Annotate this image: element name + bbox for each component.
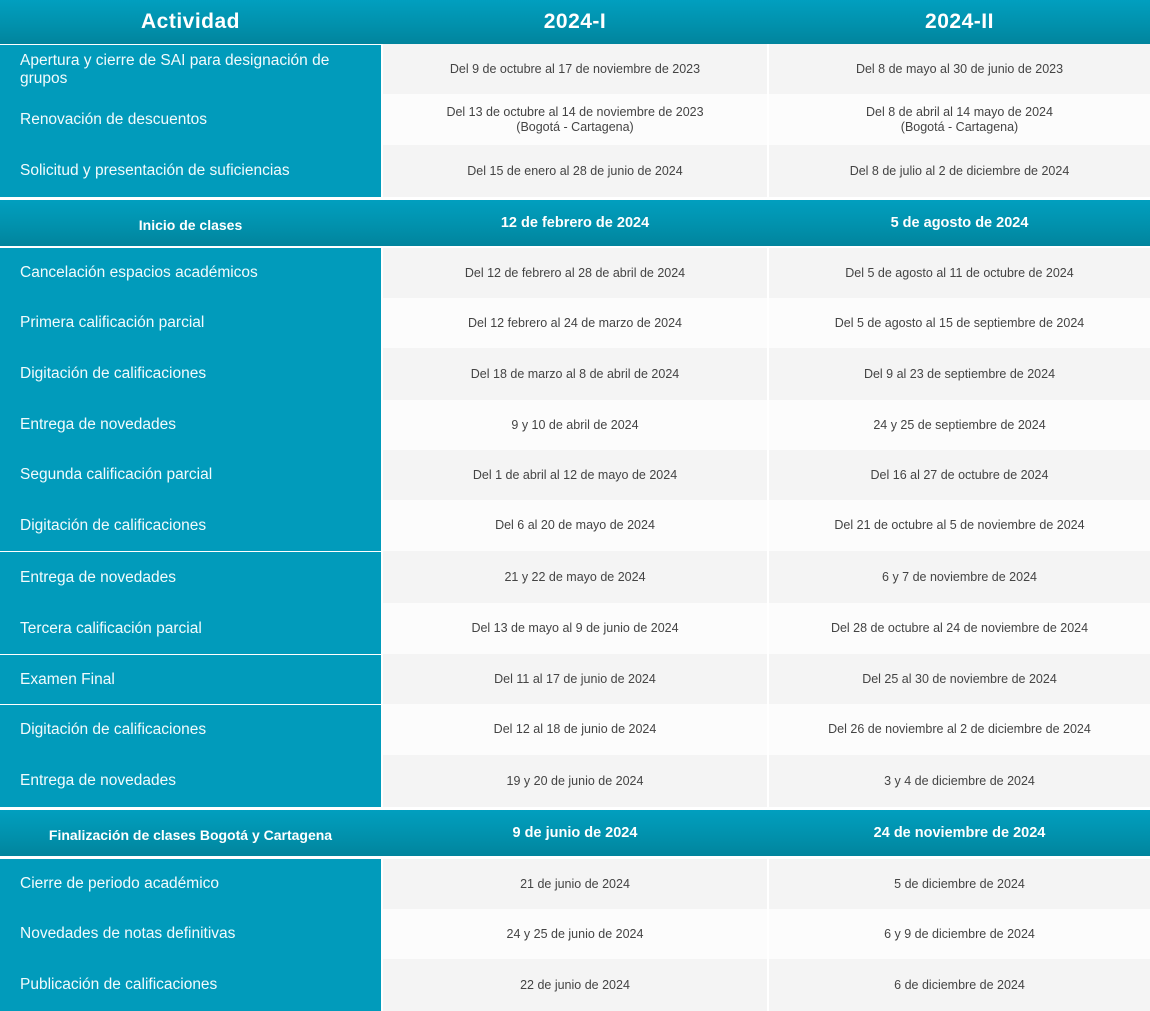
activity-label: Cancelación espacios académicos bbox=[0, 248, 381, 298]
period1-value bbox=[383, 94, 767, 145]
table-row bbox=[0, 298, 1150, 348]
table-row bbox=[0, 654, 1150, 704]
activity-label: Entrega de novedades bbox=[0, 755, 381, 807]
activity-label: Examen Final bbox=[0, 654, 381, 704]
period1-date: Del 13 de octubre al 14 de noviembre de 2023 bbox=[446, 104, 704, 119]
section-header-finalizacion bbox=[0, 810, 1150, 856]
table-row bbox=[0, 859, 1150, 909]
activity-label: Novedades de notas definitivas bbox=[0, 909, 381, 959]
period1-value: 21 y 22 de mayo de 2024 bbox=[383, 551, 767, 603]
section-activity: Inicio de clases bbox=[138, 217, 243, 233]
table-row bbox=[0, 145, 1150, 197]
table-row bbox=[0, 704, 1150, 755]
table-row bbox=[0, 755, 1150, 807]
period1-value: Del 18 de marzo al 8 de abril de 2024 bbox=[383, 348, 767, 400]
period2-date: Del 8 de abril al 14 mayo de 2024 bbox=[866, 104, 1053, 119]
table-row bbox=[0, 348, 1150, 400]
period2-value: Del 5 de agosto al 15 de septiembre de 2024 bbox=[769, 298, 1150, 348]
period2-value bbox=[769, 94, 1150, 145]
activity-label: Publicación de calificaciones bbox=[0, 959, 381, 1011]
period1-value: Del 12 febrero al 24 de marzo de 2024 bbox=[383, 298, 767, 348]
period1-value: Del 12 al 18 de junio de 2024 bbox=[383, 704, 767, 755]
activity-label: Solicitud y presentación de suficiencias bbox=[0, 145, 381, 197]
period1-value: 9 y 10 de abril de 2024 bbox=[383, 400, 767, 450]
activity-label: Segunda calificación parcial bbox=[0, 450, 381, 500]
period1-value: Del 11 al 17 de junio de 2024 bbox=[383, 654, 767, 704]
period2-value: 6 y 9 de diciembre de 2024 bbox=[769, 909, 1150, 959]
activity-label: Cierre de periodo académico bbox=[0, 859, 381, 909]
period1-value: Del 13 de mayo al 9 de junio de 2024 bbox=[383, 603, 767, 654]
period1-value: 19 y 20 de junio de 2024 bbox=[383, 755, 767, 807]
table-row bbox=[0, 94, 1150, 145]
period2-value: Del 8 de mayo al 30 de junio de 2023 bbox=[769, 44, 1150, 94]
period2-value: Del 25 al 30 de noviembre de 2024 bbox=[769, 654, 1150, 704]
section-activity: Finalización de clases Bogotá y Cartagena bbox=[48, 827, 333, 843]
period2-value: Del 5 de agosto al 11 de octubre de 2024 bbox=[769, 248, 1150, 298]
section-period2: 5 de agosto de 2024 bbox=[890, 215, 1029, 231]
period2-value: Del 21 de octubre al 5 de noviembre de 2024 bbox=[769, 500, 1150, 551]
period2-value: Del 16 al 27 de octubre de 2024 bbox=[769, 450, 1150, 500]
section-period2: 24 de noviembre de 2024 bbox=[873, 825, 1046, 841]
table-header bbox=[0, 0, 1150, 44]
period1-value: Del 6 al 20 de mayo de 2024 bbox=[383, 500, 767, 551]
period1-note: (Bogotá - Cartagena) bbox=[516, 119, 634, 134]
table-row bbox=[0, 44, 1150, 94]
period2-value: Del 28 de octubre al 24 de noviembre de 2024 bbox=[769, 603, 1150, 654]
activity-label: Renovación de descuentos bbox=[0, 94, 381, 145]
activity-label: Tercera calificación parcial bbox=[0, 603, 381, 654]
table-row bbox=[0, 603, 1150, 654]
period1-value: Del 12 de febrero al 28 de abril de 2024 bbox=[383, 248, 767, 298]
table-row bbox=[0, 450, 1150, 500]
header-period-2024-II: 2024-II bbox=[925, 10, 994, 33]
table-row bbox=[0, 959, 1150, 1011]
period1-value: 21 de junio de 2024 bbox=[383, 859, 767, 909]
header-period-2024-I: 2024-I bbox=[543, 10, 607, 33]
table-row bbox=[0, 551, 1150, 603]
activity-label: Entrega de novedades bbox=[0, 551, 381, 603]
table-row bbox=[0, 500, 1150, 551]
period2-value: 5 de diciembre de 2024 bbox=[769, 859, 1150, 909]
period2-value: 6 de diciembre de 2024 bbox=[769, 959, 1150, 1011]
period1-value: Del 1 de abril al 12 de mayo de 2024 bbox=[383, 450, 767, 500]
period2-value: Del 9 al 23 de septiembre de 2024 bbox=[769, 348, 1150, 400]
period1-value: 24 y 25 de junio de 2024 bbox=[383, 909, 767, 959]
activity-label: Apertura y cierre de SAI para designación de grupos bbox=[0, 44, 381, 94]
activity-label: Primera calificación parcial bbox=[0, 298, 381, 348]
section-header-inicio bbox=[0, 200, 1150, 246]
activity-label: Entrega de novedades bbox=[0, 400, 381, 450]
section-period1: 9 de junio de 2024 bbox=[512, 825, 638, 841]
period2-value: Del 26 de noviembre al 2 de diciembre de 2024 bbox=[769, 704, 1150, 755]
header-activity: Actividad bbox=[140, 10, 241, 33]
period2-value: 6 y 7 de noviembre de 2024 bbox=[769, 551, 1150, 603]
activity-label: Digitación de calificaciones bbox=[0, 348, 381, 400]
table-row bbox=[0, 909, 1150, 959]
activity-label: Digitación de calificaciones bbox=[0, 704, 381, 755]
period1-value: 22 de junio de 2024 bbox=[383, 959, 767, 1011]
table-row bbox=[0, 248, 1150, 298]
period2-value: 24 y 25 de septiembre de 2024 bbox=[769, 400, 1150, 450]
activity-label: Digitación de calificaciones bbox=[0, 500, 381, 551]
period2-value: Del 8 de julio al 2 de diciembre de 2024 bbox=[769, 145, 1150, 197]
period1-value: Del 9 de octubre al 17 de noviembre de 2023 bbox=[383, 44, 767, 94]
table-row bbox=[0, 400, 1150, 450]
section-period1: 12 de febrero de 2024 bbox=[500, 215, 650, 231]
period2-value: 3 y 4 de diciembre de 2024 bbox=[769, 755, 1150, 807]
period2-note: (Bogotá - Cartagena) bbox=[900, 119, 1019, 134]
period1-value: Del 15 de enero al 28 de junio de 2024 bbox=[383, 145, 767, 197]
